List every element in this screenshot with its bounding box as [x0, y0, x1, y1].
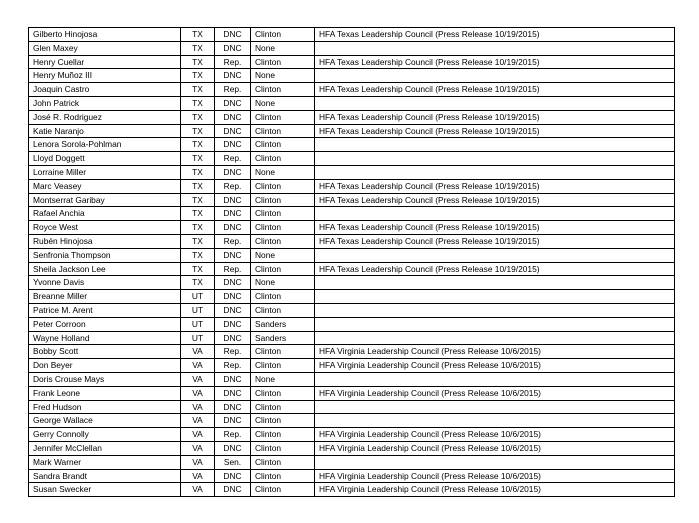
endorsement-cell [315, 165, 675, 179]
type-cell: DNC [215, 110, 251, 124]
state-cell: UT [181, 290, 215, 304]
state-cell: TX [181, 262, 215, 276]
state-cell: UT [181, 317, 215, 331]
endorsement-cell [315, 290, 675, 304]
name-cell: Yvonne Davis [29, 276, 181, 290]
candidate-cell: None [251, 248, 315, 262]
table-row [29, 221, 675, 235]
candidate-cell: Clinton [251, 290, 315, 304]
table-row [29, 179, 675, 193]
table-body [29, 28, 675, 497]
table-row [29, 152, 675, 166]
table-row [29, 193, 675, 207]
endorsement-cell [315, 303, 675, 317]
name-cell: Frank Leone [29, 386, 181, 400]
name-cell: Susan Swecker [29, 483, 181, 497]
type-cell: DNC [215, 28, 251, 42]
name-cell: Breanne Miller [29, 290, 181, 304]
candidate-cell: None [251, 69, 315, 83]
endorsement-cell [315, 317, 675, 331]
table-row [29, 400, 675, 414]
table-row [29, 359, 675, 373]
name-cell: Lorraine Miller [29, 165, 181, 179]
type-cell: Sen. [215, 455, 251, 469]
name-cell: Sheila Jackson Lee [29, 262, 181, 276]
candidate-cell: Clinton [251, 55, 315, 69]
endorsement-cell [315, 69, 675, 83]
name-cell: Jennifer McClellan [29, 441, 181, 455]
table-row [29, 303, 675, 317]
endorsement-cell: HFA Virginia Leadership Council (Press Release 10/6/2015) [315, 428, 675, 442]
endorsement-cell [315, 331, 675, 345]
type-cell: Rep. [215, 179, 251, 193]
endorsement-cell: HFA Texas Leadership Council (Press Release 10/19/2015) [315, 110, 675, 124]
type-cell: Rep. [215, 262, 251, 276]
candidate-cell: Clinton [251, 193, 315, 207]
state-cell: TX [181, 193, 215, 207]
table-row [29, 262, 675, 276]
name-cell: Rubén Hinojosa [29, 234, 181, 248]
candidate-cell: Clinton [251, 152, 315, 166]
state-cell: TX [181, 276, 215, 290]
type-cell: DNC [215, 414, 251, 428]
table-row [29, 469, 675, 483]
state-cell: TX [181, 110, 215, 124]
name-cell: Joaquin Castro [29, 83, 181, 97]
name-cell: Doris Crouse Mays [29, 372, 181, 386]
table-row [29, 28, 675, 42]
type-cell: DNC [215, 386, 251, 400]
state-cell: TX [181, 138, 215, 152]
table-row [29, 290, 675, 304]
state-cell: TX [181, 41, 215, 55]
state-cell: TX [181, 55, 215, 69]
name-cell: Peter Corroon [29, 317, 181, 331]
type-cell: DNC [215, 331, 251, 345]
name-cell: Henry Cuellar [29, 55, 181, 69]
name-cell: Henry Muñoz III [29, 69, 181, 83]
table-row [29, 441, 675, 455]
superdelegate-table [28, 27, 675, 497]
table-row [29, 110, 675, 124]
endorsement-cell [315, 96, 675, 110]
type-cell: DNC [215, 69, 251, 83]
type-cell: DNC [215, 207, 251, 221]
state-cell: VA [181, 469, 215, 483]
name-cell: Montserrat Garibay [29, 193, 181, 207]
name-cell: George Wallace [29, 414, 181, 428]
name-cell: Fred Hudson [29, 400, 181, 414]
name-cell: Bobby Scott [29, 345, 181, 359]
table-row [29, 317, 675, 331]
name-cell: Senfronia Thompson [29, 248, 181, 262]
endorsement-cell [315, 372, 675, 386]
table-row [29, 414, 675, 428]
endorsement-cell: HFA Texas Leadership Council (Press Release 10/19/2015) [315, 28, 675, 42]
table-row [29, 55, 675, 69]
name-cell: Gilberto Hinojosa [29, 28, 181, 42]
endorsement-cell [315, 41, 675, 55]
candidate-cell: Clinton [251, 414, 315, 428]
table-row [29, 345, 675, 359]
candidate-cell: None [251, 165, 315, 179]
endorsement-cell [315, 276, 675, 290]
endorsement-cell: HFA Texas Leadership Council (Press Release 10/19/2015) [315, 83, 675, 97]
endorsement-cell [315, 455, 675, 469]
table-row [29, 455, 675, 469]
type-cell: Rep. [215, 345, 251, 359]
type-cell: DNC [215, 303, 251, 317]
name-cell: Glen Maxey [29, 41, 181, 55]
candidate-cell: Clinton [251, 303, 315, 317]
type-cell: DNC [215, 41, 251, 55]
candidate-cell: Clinton [251, 262, 315, 276]
name-cell: Royce West [29, 221, 181, 235]
endorsement-cell [315, 207, 675, 221]
type-cell: Rep. [215, 234, 251, 248]
candidate-cell: Clinton [251, 400, 315, 414]
table-row [29, 386, 675, 400]
type-cell: DNC [215, 96, 251, 110]
name-cell: Don Beyer [29, 359, 181, 373]
type-cell: Rep. [215, 83, 251, 97]
type-cell: DNC [215, 165, 251, 179]
name-cell: Katie Naranjo [29, 124, 181, 138]
type-cell: DNC [215, 483, 251, 497]
table-row [29, 248, 675, 262]
state-cell: VA [181, 483, 215, 497]
candidate-cell: Clinton [251, 28, 315, 42]
table-row [29, 69, 675, 83]
type-cell: DNC [215, 469, 251, 483]
table-row [29, 207, 675, 221]
endorsement-cell: HFA Texas Leadership Council (Press Release 10/19/2015) [315, 55, 675, 69]
state-cell: TX [181, 248, 215, 262]
name-cell: Lenora Sorola-Pohlman [29, 138, 181, 152]
name-cell: Sandra Brandt [29, 469, 181, 483]
state-cell: VA [181, 359, 215, 373]
type-cell: DNC [215, 248, 251, 262]
table-row [29, 331, 675, 345]
state-cell: TX [181, 165, 215, 179]
candidate-cell: Clinton [251, 386, 315, 400]
state-cell: VA [181, 372, 215, 386]
type-cell: DNC [215, 138, 251, 152]
endorsement-cell: HFA Virginia Leadership Council (Press Release 10/6/2015) [315, 359, 675, 373]
candidate-cell: Clinton [251, 441, 315, 455]
state-cell: VA [181, 386, 215, 400]
endorsement-cell: HFA Texas Leadership Council (Press Release 10/19/2015) [315, 234, 675, 248]
table-row [29, 234, 675, 248]
endorsement-cell: HFA Virginia Leadership Council (Press Release 10/6/2015) [315, 483, 675, 497]
table-row [29, 124, 675, 138]
type-cell: DNC [215, 193, 251, 207]
candidate-cell: Clinton [251, 455, 315, 469]
table-row [29, 96, 675, 110]
candidate-cell: None [251, 372, 315, 386]
candidate-cell: Clinton [251, 124, 315, 138]
state-cell: VA [181, 441, 215, 455]
candidate-cell: Clinton [251, 110, 315, 124]
endorsement-cell: HFA Virginia Leadership Council (Press Release 10/6/2015) [315, 469, 675, 483]
candidate-cell: Clinton [251, 483, 315, 497]
candidate-cell: None [251, 276, 315, 290]
table-row [29, 428, 675, 442]
endorsement-cell [315, 400, 675, 414]
state-cell: TX [181, 221, 215, 235]
table-row [29, 372, 675, 386]
table-row [29, 83, 675, 97]
document-page [28, 27, 675, 497]
name-cell: John Patrick [29, 96, 181, 110]
state-cell: TX [181, 124, 215, 138]
candidate-cell: Clinton [251, 428, 315, 442]
endorsement-cell [315, 414, 675, 428]
candidate-cell: Clinton [251, 345, 315, 359]
name-cell: Gerry Connolly [29, 428, 181, 442]
candidate-cell: Clinton [251, 359, 315, 373]
endorsement-cell: HFA Texas Leadership Council (Press Release 10/19/2015) [315, 193, 675, 207]
state-cell: TX [181, 234, 215, 248]
type-cell: DNC [215, 317, 251, 331]
state-cell: UT [181, 331, 215, 345]
state-cell: TX [181, 207, 215, 221]
state-cell: TX [181, 152, 215, 166]
type-cell: Rep. [215, 359, 251, 373]
type-cell: DNC [215, 372, 251, 386]
type-cell: DNC [215, 221, 251, 235]
endorsement-cell: HFA Virginia Leadership Council (Press Release 10/6/2015) [315, 345, 675, 359]
candidate-cell: Sanders [251, 317, 315, 331]
candidate-cell: Clinton [251, 179, 315, 193]
type-cell: Rep. [215, 55, 251, 69]
state-cell: TX [181, 83, 215, 97]
table-row [29, 138, 675, 152]
state-cell: VA [181, 428, 215, 442]
state-cell: VA [181, 345, 215, 359]
state-cell: VA [181, 400, 215, 414]
endorsement-cell [315, 248, 675, 262]
candidate-cell: Clinton [251, 207, 315, 221]
endorsement-cell: HFA Virginia Leadership Council (Press Release 10/6/2015) [315, 441, 675, 455]
name-cell: Lloyd Doggett [29, 152, 181, 166]
table-row [29, 276, 675, 290]
table-row [29, 483, 675, 497]
state-cell: TX [181, 28, 215, 42]
name-cell: José R. Rodriguez [29, 110, 181, 124]
candidate-cell: None [251, 41, 315, 55]
candidate-cell: Clinton [251, 221, 315, 235]
type-cell: Rep. [215, 428, 251, 442]
type-cell: DNC [215, 276, 251, 290]
type-cell: DNC [215, 441, 251, 455]
candidate-cell: Sanders [251, 331, 315, 345]
table-row [29, 41, 675, 55]
name-cell: Wayne Holland [29, 331, 181, 345]
state-cell: VA [181, 414, 215, 428]
state-cell: TX [181, 179, 215, 193]
endorsement-cell: HFA Texas Leadership Council (Press Release 10/19/2015) [315, 179, 675, 193]
candidate-cell: Clinton [251, 234, 315, 248]
state-cell: UT [181, 303, 215, 317]
name-cell: Mark Warner [29, 455, 181, 469]
type-cell: DNC [215, 400, 251, 414]
type-cell: DNC [215, 290, 251, 304]
type-cell: Rep. [215, 152, 251, 166]
candidate-cell: None [251, 96, 315, 110]
candidate-cell: Clinton [251, 138, 315, 152]
endorsement-cell: HFA Texas Leadership Council (Press Release 10/19/2015) [315, 124, 675, 138]
candidate-cell: Clinton [251, 83, 315, 97]
endorsement-cell: HFA Texas Leadership Council (Press Release 10/19/2015) [315, 221, 675, 235]
state-cell: TX [181, 69, 215, 83]
endorsement-cell [315, 138, 675, 152]
endorsement-cell: HFA Virginia Leadership Council (Press Release 10/6/2015) [315, 386, 675, 400]
endorsement-cell [315, 152, 675, 166]
endorsement-cell: HFA Texas Leadership Council (Press Release 10/19/2015) [315, 262, 675, 276]
table-row [29, 165, 675, 179]
name-cell: Patrice M. Arent [29, 303, 181, 317]
name-cell: Marc Veasey [29, 179, 181, 193]
candidate-cell: Clinton [251, 469, 315, 483]
state-cell: TX [181, 96, 215, 110]
type-cell: DNC [215, 124, 251, 138]
name-cell: Rafael Anchia [29, 207, 181, 221]
state-cell: VA [181, 455, 215, 469]
